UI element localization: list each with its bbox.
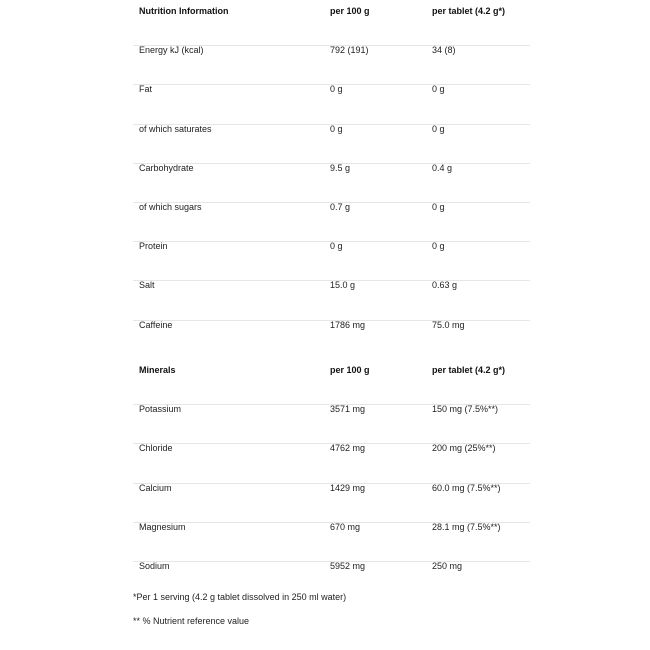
mineral-name: Sodium — [139, 560, 170, 571]
serving-footnote: *Per 1 serving (4.2 g tablet dissolved in 250 ml water) — [133, 592, 347, 602]
table-row — [133, 46, 530, 85]
per-tablet-value: 60.0 mg (7.5%**) — [432, 482, 501, 493]
nutrient-name: Salt — [139, 280, 155, 291]
mineral-name: Chloride — [139, 443, 173, 454]
table-row — [133, 281, 530, 320]
per-tablet-value: 75.0 mg — [432, 319, 465, 330]
minerals-table — [133, 366, 530, 601]
nutrient-name: Carbohydrate — [139, 162, 194, 173]
per100g-value: 792 (191) — [330, 45, 369, 56]
per-tablet-value: 0.4 g — [432, 162, 453, 173]
minerals-header-per-tablet: per tablet (4.2 g*) — [432, 365, 506, 375]
table-row — [133, 405, 530, 444]
nutrient-name: Protein — [139, 241, 168, 252]
nutrient-name: of which sugars — [139, 201, 202, 212]
per-tablet-value: 0 g — [432, 84, 445, 95]
minerals-header-label: Minerals — [139, 365, 176, 375]
per100g-value: 0 g — [330, 241, 343, 252]
minerals-header-row — [133, 366, 530, 405]
per100g-value: 4762 mg — [330, 443, 366, 454]
per-tablet-value: 0 g — [432, 123, 445, 134]
per100g-value: 0 g — [330, 123, 343, 134]
per-tablet-value: 0 g — [432, 241, 445, 252]
mineral-name: Magnesium — [139, 521, 186, 532]
nrv-footnote: ** % Nutrient reference value — [133, 616, 250, 626]
nutrition-table — [133, 7, 530, 360]
per-tablet-value: 200 mg (25%**) — [432, 443, 496, 454]
nutrition-header-label: Nutrition Information — [139, 6, 229, 16]
per-tablet-value: 150 mg (7.5%**) — [432, 404, 499, 415]
table-row — [133, 523, 530, 562]
mineral-name: Calcium — [139, 482, 172, 493]
per100g-value: 5952 mg — [330, 560, 366, 571]
per100g-value: 3571 mg — [330, 404, 366, 415]
per-tablet-value: 28.1 mg (7.5%**) — [432, 521, 501, 532]
table-row — [133, 321, 530, 360]
nutrient-name: of which saturates — [139, 123, 212, 134]
per100g-value: 0.7 g — [330, 201, 351, 212]
nutrition-header-per100g: per 100 g — [330, 6, 370, 16]
table-row — [133, 164, 530, 203]
nutrition-header-per-tablet: per tablet (4.2 g*) — [432, 6, 506, 16]
minerals-header-per100g: per 100 g — [330, 365, 370, 375]
table-row — [133, 242, 530, 281]
table-row — [133, 484, 530, 523]
per-tablet-value: 34 (8) — [432, 45, 456, 56]
nutrient-name: Caffeine — [139, 319, 173, 330]
per100g-value: 9.5 g — [330, 162, 351, 173]
table-row — [133, 125, 530, 164]
nutrient-name: Fat — [139, 84, 153, 95]
per-tablet-value: 0.63 g — [432, 280, 458, 291]
per100g-value: 1429 mg — [330, 482, 366, 493]
per100g-value: 0 g — [330, 84, 343, 95]
per-tablet-value: 0 g — [432, 201, 445, 212]
per-tablet-value: 250 mg — [432, 560, 463, 571]
mineral-name: Potassium — [139, 404, 182, 415]
per100g-value: 1786 mg — [330, 319, 366, 330]
nutrient-name: Energy kJ (kcal) — [139, 45, 204, 56]
nutrition-header-row — [133, 7, 530, 46]
table-row — [133, 444, 530, 483]
table-row — [133, 85, 530, 124]
table-row — [133, 203, 530, 242]
per100g-value: 670 mg — [330, 521, 361, 532]
per100g-value: 15.0 g — [330, 280, 356, 291]
